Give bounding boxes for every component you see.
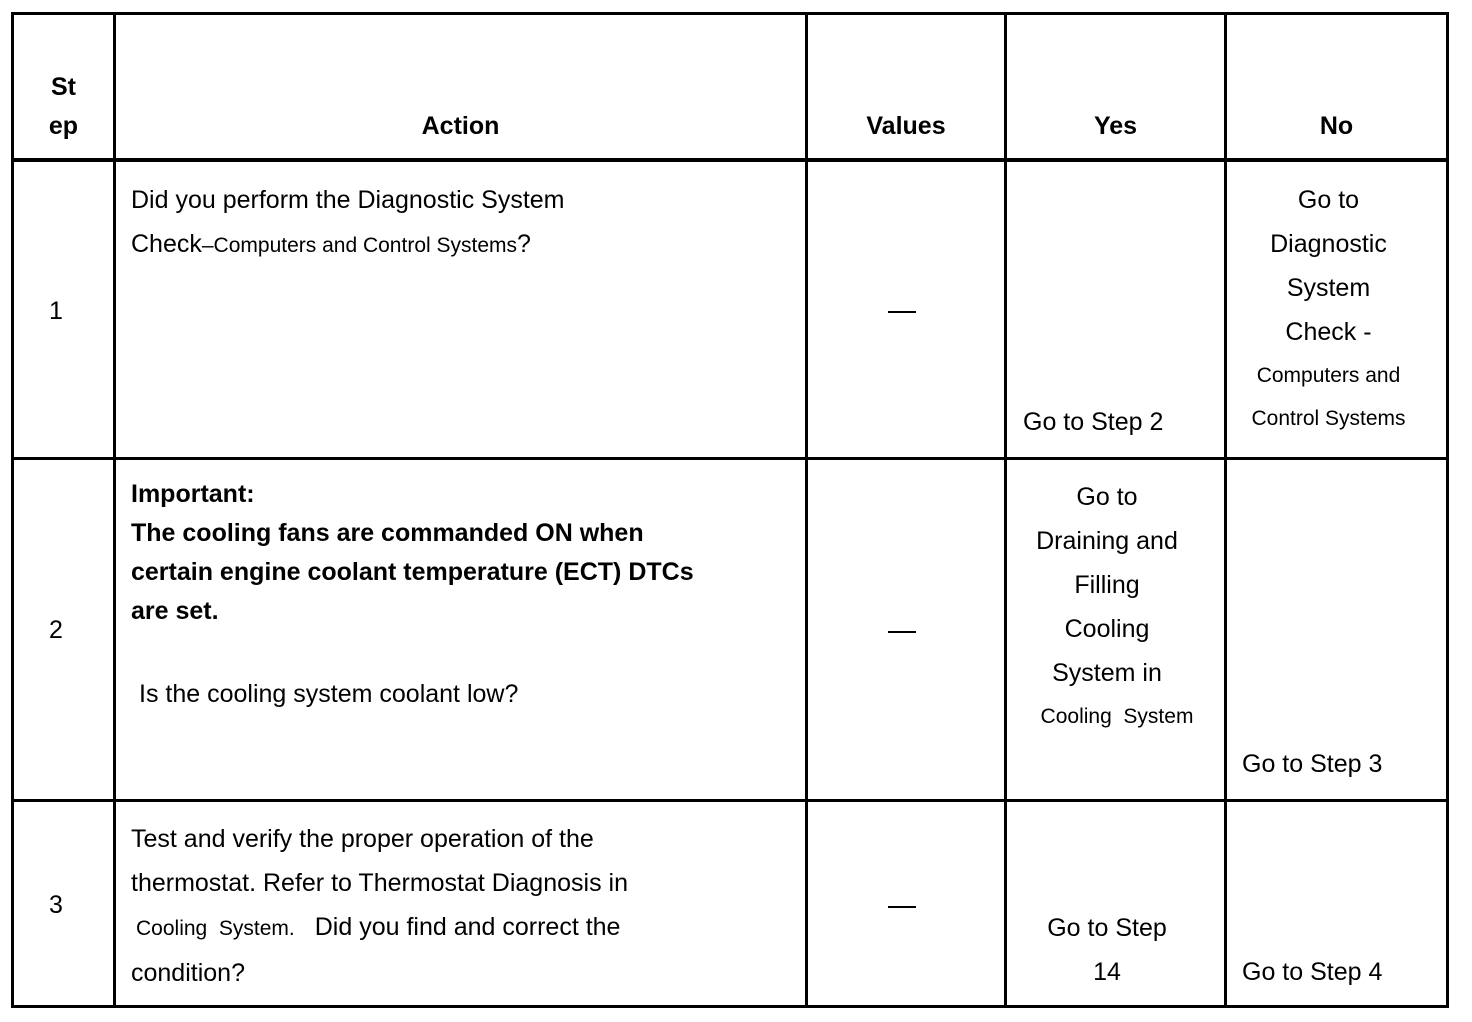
row3-action-question: Did you find and correct the: [314, 913, 621, 941]
row1-action-line2: [131, 222, 565, 268]
row1-no-line6: Control Systems: [1251, 407, 1406, 430]
row2-yes-line3: Filling: [1074, 571, 1140, 599]
row2-yes-line4: Cooling: [1064, 615, 1150, 643]
row3-yes-line2: 14: [1093, 958, 1121, 986]
row2-important-line1: The cooling fans are commanded ON when: [131, 519, 644, 547]
row3-step: 3: [49, 891, 63, 919]
row1-no-line3: System: [1286, 274, 1371, 302]
row3-yes-line1: Go to Step: [1047, 914, 1167, 942]
row2-important: [131, 475, 694, 631]
row1-action: [131, 178, 565, 268]
table-border-top: [11, 12, 1449, 15]
column-divider-1: [113, 12, 116, 1008]
row3-action-line3: [131, 905, 628, 951]
column-divider-4: [1224, 12, 1227, 1008]
row3-yes: [1007, 906, 1207, 994]
row1-action-question-mark: ?: [517, 230, 531, 258]
header-values: Values: [866, 112, 946, 140]
row1-action-line1: Did you perform the Diagnostic System: [131, 186, 565, 214]
row2-important-line2: certain engine coolant temperature (ECT) DTCs: [131, 558, 694, 586]
row2-question: Is the cooling system coolant low?: [139, 680, 519, 708]
row3-action: [131, 817, 628, 995]
header-step-line2: ep: [48, 112, 79, 140]
row2-no: Go to Step 3: [1242, 750, 1383, 778]
row3-no: Go to Step 4: [1242, 958, 1383, 986]
column-divider-2: [805, 12, 808, 1008]
table-border-right: [1446, 12, 1449, 1008]
header-divider: [11, 158, 1449, 162]
row3-action-line2: thermostat. Refer to Thermostat Diagnosis in: [131, 869, 628, 897]
row-divider-1: [11, 457, 1449, 460]
row1-action-check: Check: [131, 230, 202, 258]
row1-no: [1227, 178, 1430, 440]
row1-no-line5: Computers and: [1256, 364, 1401, 387]
header-no: No: [1319, 112, 1354, 140]
table-border-bottom: [11, 1005, 1449, 1008]
row2-yes-line1: Go to: [1076, 483, 1138, 511]
row1-no-line2: Diagnostic: [1270, 230, 1387, 258]
row1-values-dash: [888, 311, 916, 313]
row1-yes: Go to Step 2: [1023, 408, 1164, 436]
row1-no-line1: Go to: [1297, 186, 1360, 214]
row1-no-line4: Check -: [1285, 318, 1372, 346]
row-divider-2: [11, 799, 1449, 802]
row2-important-label: Important:: [131, 480, 255, 508]
row1-step: 1: [49, 297, 63, 325]
row3-action-line4: condition?: [131, 959, 245, 987]
row2-step: 2: [49, 616, 63, 644]
row2-important-line3: are set.: [131, 597, 219, 625]
row2-values-dash: [888, 631, 916, 633]
row2-yes: [1007, 475, 1207, 739]
header-yes: Yes: [1093, 112, 1138, 140]
row2-yes-line6: Cooling System: [1040, 705, 1194, 728]
row3-values-dash: [888, 906, 916, 908]
row1-action-link: –Computers and Control Systems: [201, 234, 518, 257]
row3-action-cooling-system: Cooling System.: [136, 917, 295, 940]
row2-yes-line2: Draining and: [1036, 527, 1178, 555]
row3-action-line1: Test and verify the proper operation of the: [131, 825, 594, 853]
header-step-line1: St: [51, 73, 76, 101]
header-step: [14, 68, 113, 146]
row2-yes-line5: System in: [1052, 659, 1162, 687]
table-border-left: [11, 12, 14, 1008]
header-action: Action: [421, 112, 500, 140]
